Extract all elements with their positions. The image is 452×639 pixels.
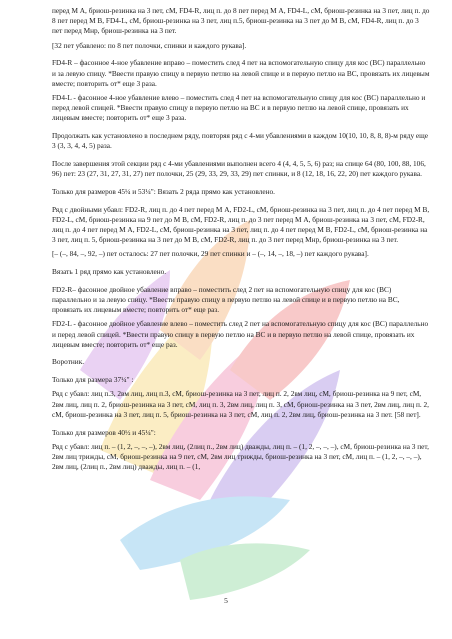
paragraph: Вязать 1 ряд прямо как установлено. [52, 267, 167, 277]
document-page [52, 6, 430, 480]
paragraph: перед М А, бриош-резинка на 3 пет, сМ, FD4-R, лиц п. до 8 пет перед М А, FD4-L, сМ, бриош-резинка на 3 пет, лиц п. до 8 пет перед М В, FD4-L, сМ, бриош-резинка на 3 пет, лиц п.5, бриош-резинка на 3 пет до М В, сМ, FD4-R, лиц п. до 3 пет перед Мнр, бриош-резинка на 3 пет. [52, 6, 430, 36]
paragraph-fd4l-definition: FD4-L - фасонное 4-ное убавление влево – поместить след 4 пет на вспомогательную спицу для кос (ВС) параллельно и перед левой спицей. *Ввести правую спицу в первую петлю на ВС и в первую петлю на левой спице, провязать их лицевым вместе; повторить от* еще 3 раза. [52, 92, 426, 123]
paragraph-size-note: Только для размеров 40½ и 45¼": [52, 427, 156, 437]
paragraph-fd2l-definition: FD2-L - фасонное двойное убавление влево – поместить след 2 пет на вспомогательную спицу для кос (ВС) параллельно и перед левой спицей. *Ввести правую спицу в первую петлю на ВС и в первую петлю на левой спице, провязать их лицевым вместе; повторить от* еще раз. [52, 319, 429, 349]
paragraph: После завершения этой секции ряд с 4-ми убавлениями выполнен всего 4 (4, 4, 5, 5, 6) раз; на спице 64 (80, 100, 88, 106, 96) пет: 23 (27, 31, 27, 31, 27) пет полочки, 25 (29, 33, 29, 33, 29) пет спинки, и 8 (12, 18, 16, 22, 20) пет каждого рукава. [52, 158, 426, 179]
page-number: 5 [224, 596, 228, 605]
paragraph-fd4r-definition: FD4-R – фасонное 4-ное убавление вправо – поместить след 4 пет на вспомогательную спицу для кос (ВС) параллельно и за левую спицу. *Ввести правую спицу в первую петлю на левой спице и в первую петлю на ВС, провязать их лицевым вместе; повторить от* еще 3 раза. [52, 58, 430, 88]
paragraph: [– (–, 84, –, 92, –) пет осталось: 27 пет полочки, 29 пет спинки и – (–, 14, –, 18, –) пет каждого рукава]. [52, 249, 369, 259]
paragraph: Продолжать как установлено в последнем ряду, повторяя ряд с 4-ми убавлениями в каждом 10(10, 10, 8, 8, 8)-м ряду еще 3 (3, 3, 4, 4, 5) раза. [52, 131, 429, 151]
paragraph-size-note: Только для размеров 45¼ и 53¼": Вязать 2 ряда прямо как установлено. [52, 186, 275, 196]
paragraph: Ряд с убавл: лиц п.3, 2вм лиц, лиц п.3, сМ, бриош-резинка на 3 пет, лиц п. 2, 2вм лиц, сМ, бриош-резинка на 9 пет, сМ, 2вм лиц, лиц п. 2, бриош-резинка на 3 пет, сМ, лиц п. 3, 2вм лиц, лиц п. 3, сМ, бриош-резинка на 3 пет, 2вм лиц, лиц п. 2, сМ, бриош-резинка на 3 пет, лиц п. 5, бриош-резинка на 3 пет, сМ, лиц п. 2, 2вм лиц, бриош-резинка на 3 пет. [58 пет]. [52, 389, 429, 419]
section-heading-collar: Воротник. [52, 357, 85, 367]
paragraph-fd2r-definition: FD2-R– фасонное двойное убавление вправо – поместить след 2 пет на вспомогательную спицу для кос (ВС) параллельно и за левую спицу. *Ввести правую спицу в первую петлю на левой спице и в первую петлю на ВС, провязать их лицевым вместе; повторить от* еще раз. [52, 284, 400, 315]
paragraph: Ряд с убавл: лиц п. – (1, 2, –, –, –), 2вм лиц, (2лиц п., 2вм лиц) дважды, лиц п. – (1, 2, –, –, –), сМ, бриош-резинка на 3 пет, 2вм лиц трижды, сМ, бриош-резинка на 9 пет, сМ, 2вм лиц трижды, бриош-резинка на 3 пет, сМ, лиц п. – (1, 2, –, –, –), 2вм лиц, (2лиц п., 2вм лиц) дважды, лиц п. – (1, [52, 441, 429, 472]
paragraph: [32 пет убавлено: по 8 пет полочки, спинки и каждого рукава]. [52, 40, 247, 50]
paragraph-double-decrease-row: Ряд с двойными убавл: FD2-R, лиц п. до 4 пет перед М А, FD2-L, сМ, бриош-резинка на 3 пет, лиц п. до 4 пет перед М В, FD2-L, сМ, бриош-резинка на 9 пет до М В, сМ, FD2-R, лиц п. до 3 пет перед М А, бриош-резинка на 3 пет, сМ, FD2-R, лиц п. до 4 пет перед М А, FD2-L, сМ, бриош-резинка на 3 пет, лиц п. до 4 пет перед М В, FD2-L, сМ, бриош-резинка на 3 пет, лиц п. 5, бриош-резинка на 3 пет до М В, сМ, FD2-R, лиц п. до 3 пет перед Мнр, бриош-резинка на 3 пет. [52, 204, 430, 245]
paragraph-size-note: Только для размера 37¼" : [52, 375, 134, 385]
